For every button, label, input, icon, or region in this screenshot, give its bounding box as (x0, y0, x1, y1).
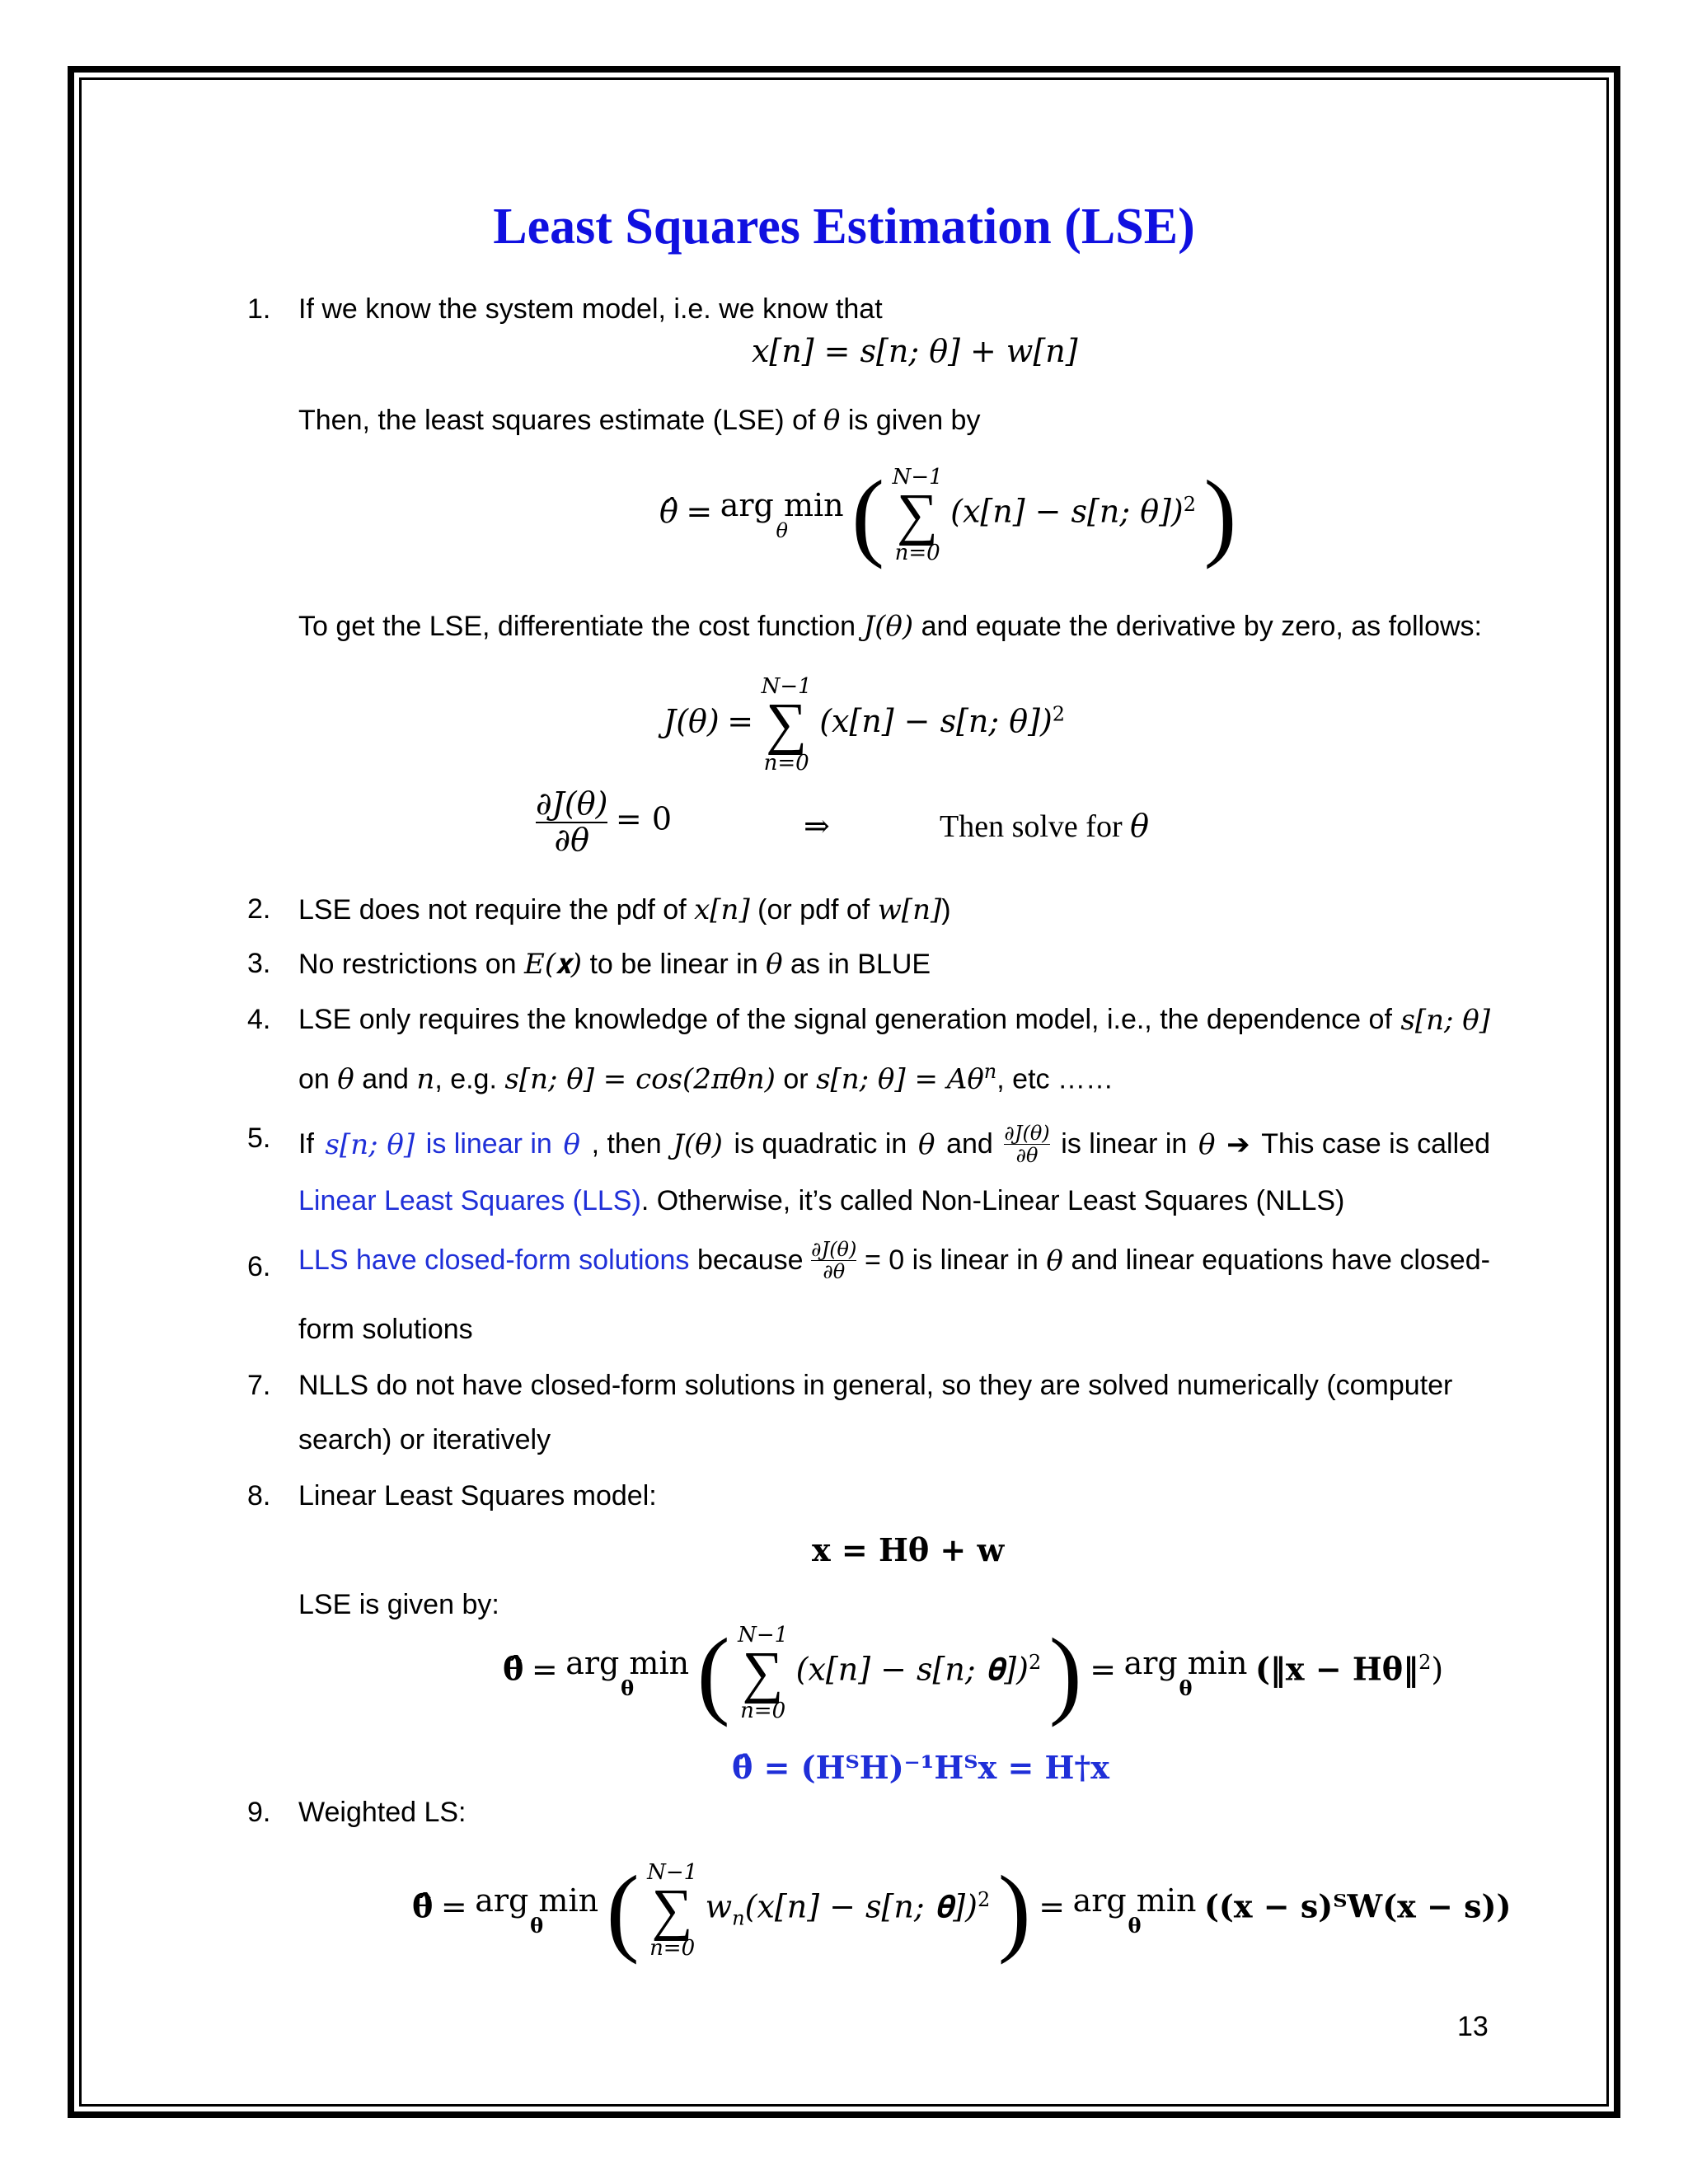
sigma-icon: ∑ (651, 1877, 693, 1942)
text-segment: because (696, 1244, 804, 1277)
square-exponent: 2 (977, 1888, 991, 1912)
item-1-intro: If we know the system model, i.e. we know that (298, 293, 883, 325)
text-segment: is quadratic in (734, 1128, 907, 1160)
arrow-icon: ➔ (1226, 1128, 1250, 1160)
item-number-6: 6. (247, 1251, 271, 1282)
item-8-lse-label: LSE is given by: (298, 1589, 499, 1620)
theta-hat: θ̂ (659, 493, 678, 530)
equals-sign: = (686, 493, 713, 530)
text-segment: LSE does not require the pdf of (298, 894, 687, 926)
signal-model-symbol: s[n; θ] (325, 1127, 415, 1161)
text-segment: and (362, 1063, 409, 1095)
equate-text: and equate the derivative by zero, as follows: (921, 611, 1482, 642)
argmin-operator (475, 1882, 599, 1938)
item-2-text (298, 893, 951, 926)
equals-sign: = (440, 1888, 467, 1925)
argmin-sub: θ (776, 519, 788, 542)
linear-highlight: is linear in (425, 1128, 552, 1160)
text-segment: , then (591, 1128, 662, 1160)
sum-lower: n=0 (649, 1936, 696, 1961)
cost-function-lhs: J(θ) (663, 702, 720, 739)
theta-symbol: θ (766, 948, 783, 981)
text-segment: This case is called (1261, 1128, 1490, 1160)
fraction-numerator: ∂J(θ) (811, 1238, 857, 1261)
item-number-8: 8. (247, 1480, 271, 1511)
item-1-get-line (298, 610, 1482, 643)
item-number-4: 4. (247, 1004, 271, 1035)
left-paren: ( (696, 1618, 730, 1727)
theta-hat-bold: 𝛉̂ (503, 1650, 524, 1688)
text-segment: = 0 is linear in (865, 1244, 1039, 1277)
item-7-line-1 (298, 1370, 1490, 1402)
argmin-text: arg min (565, 1645, 690, 1681)
square-exponent: 2 (1418, 1651, 1432, 1675)
argmin-sub: 𝛉 (530, 1914, 544, 1938)
page-number: 13 (1457, 2011, 1489, 2042)
implies-arrow: ⇒ (804, 808, 830, 844)
theta-symbol: θ (1198, 1127, 1216, 1161)
power-exponent: n (983, 1060, 997, 1083)
argmin-operator (1072, 1882, 1197, 1938)
theta-symbol: θ (1130, 808, 1149, 844)
sum-lower: n=0 (740, 1699, 786, 1724)
text-segment: and (946, 1128, 993, 1160)
summation (762, 676, 812, 774)
sum-lower: n=0 (894, 541, 940, 566)
text-segment: (or pdf of (757, 894, 870, 926)
theta-hat-bold: 𝛉̂ (412, 1887, 434, 1925)
argmin-sub: 𝛉 (621, 1676, 635, 1700)
text-segment: on (298, 1063, 330, 1095)
signal-model-symbol: s[n; θ] (1400, 1004, 1490, 1037)
text-segment: No restrictions on (298, 949, 517, 980)
sum-upper: N−1 (892, 464, 943, 490)
square-exponent: 2 (1052, 702, 1066, 726)
text-segment: or (783, 1063, 809, 1095)
item-7-line-2: search) or iteratively (298, 1424, 551, 1455)
left-paren: ( (851, 460, 885, 569)
argmin-operator (720, 487, 844, 542)
text-segment: is linear in (1061, 1128, 1188, 1160)
theta-symbol: θ (1046, 1244, 1063, 1277)
left-paren: ( (606, 1855, 640, 1965)
fraction-denominator: ∂θ (823, 1260, 846, 1284)
lse-definition-equation (659, 460, 1237, 569)
text-segment: . Otherwise, it’s called Non-Linear Least Squares (NLLS) (640, 1185, 1345, 1216)
text-segment: , etc …… (996, 1063, 1114, 1095)
item-number-2: 2. (247, 893, 271, 925)
derivative-fraction (536, 787, 607, 858)
then-text: Then, the least squares estimate (LSE) of (298, 405, 816, 436)
equals-zero: = 0 (615, 800, 673, 837)
square-exponent: 2 (1028, 1651, 1042, 1675)
item-number-7: 7. (247, 1370, 271, 1401)
right-paren: ) (1203, 460, 1237, 569)
residual-term: (x[n] − s[n; θ]) (819, 702, 1053, 739)
text-segment: LSE only requires the knowledge of the signal generation model, i.e., the dependence of (298, 1004, 1392, 1035)
item-8-line-1: Linear Least Squares model: (298, 1480, 657, 1511)
summation (738, 1624, 788, 1722)
argmin-operator (565, 1647, 689, 1699)
argmin-operator (1124, 1647, 1248, 1699)
fraction-numerator: ∂J(θ) (1004, 1122, 1050, 1145)
text-segment: NLLS do not have closed-form solutions in general, so they are solved numerically (computer (298, 1370, 1453, 1401)
item-number-9: 9. (247, 1797, 271, 1828)
item-4-line-1 (298, 1004, 1490, 1037)
item-6-line-2: form solutions (298, 1314, 473, 1345)
expectation-symbol: E(𝐱) (524, 948, 583, 981)
lls-solution-equation: 𝛉̂ = (𝐇ᵀ𝐇)⁻¹𝐇ᵀ𝐱 = 𝐇†𝐱 (732, 1749, 1109, 1786)
x-n-symbol: x[n] (694, 893, 750, 926)
residual-term: (x[n] − s[n; 𝛉]) (795, 1651, 1029, 1688)
argmin-text: arg min (1123, 1645, 1248, 1681)
equals-sign: = (531, 1651, 558, 1688)
derivative-equation (536, 787, 672, 858)
argmin-sub: 𝛉 (1128, 1914, 1142, 1938)
text-segment: If (298, 1128, 314, 1160)
lls-estimate-equation (503, 1618, 1444, 1727)
argmin-text: arg min (720, 487, 844, 523)
solve-text: Then solve for (940, 809, 1123, 844)
equals-sign: = (727, 702, 754, 739)
right-paren: ) (997, 1855, 1031, 1965)
summation (647, 1859, 698, 1961)
close-paren: ) (1431, 1651, 1444, 1688)
weight-symbol: w (705, 1888, 733, 1925)
page-title: Least Squares Estimation (LSE) (493, 199, 1195, 255)
sigma-icon: ∑ (897, 482, 939, 546)
text-segment: as in BLUE (790, 949, 931, 980)
theta-symbol: θ (917, 1127, 935, 1161)
weighted-ls-equation (412, 1855, 1512, 1965)
text-segment: and linear equations have closed- (1071, 1244, 1490, 1277)
argmin-text: arg min (1072, 1882, 1197, 1919)
weight-subscript: n (732, 1906, 745, 1930)
theta-symbol: θ (337, 1062, 354, 1096)
n-symbol: n (416, 1062, 435, 1096)
residual-term: (x[n] − s[n; θ]) (950, 493, 1184, 530)
residual-term: (x[n] − s[n; 𝛉]) (744, 1888, 978, 1925)
derivative-fraction (1004, 1122, 1049, 1167)
item-3-text (298, 948, 931, 981)
item-1-then-line (298, 404, 980, 437)
item-4-line-2 (298, 1060, 1114, 1095)
text-segment: , e.g. (434, 1063, 497, 1095)
theta-symbol: θ (563, 1127, 580, 1161)
item-9-line-1: Weighted LS: (298, 1797, 467, 1828)
sum-upper: N−1 (738, 1622, 789, 1647)
item-number-3: 3. (247, 948, 271, 979)
equals-sign: = (1039, 1888, 1066, 1925)
lls-highlight: Linear Least Squares (LLS) (298, 1185, 641, 1216)
norm-term: (‖𝐱 − 𝐇𝛉‖ (1254, 1650, 1419, 1688)
item-5-line-1 (298, 1122, 1490, 1167)
item-5-line-2 (298, 1185, 1344, 1217)
fraction-denominator: ∂θ (1015, 1144, 1039, 1168)
w-n-symbol: w[n] (877, 893, 942, 926)
fraction-denominator: ∂θ (554, 821, 589, 858)
sum-upper: N−1 (647, 1859, 698, 1885)
system-model-equation: x[n] = s[n; θ] + w[n] (752, 333, 1078, 369)
theta-symbol: θ (823, 404, 841, 437)
sigma-icon: ∑ (766, 692, 808, 756)
square-exponent: 2 (1183, 493, 1197, 517)
text-segment: ) (941, 894, 951, 926)
cost-function-equation (663, 676, 1065, 774)
summation (893, 466, 943, 565)
item-number-5: 5. (247, 1122, 271, 1154)
sum-lower: n=0 (763, 750, 809, 776)
derivative-fraction (811, 1239, 856, 1283)
sum-upper: N−1 (761, 674, 812, 699)
argmin-sub: 𝛉 (1179, 1676, 1193, 1700)
cost-function-symbol: J(θ) (863, 610, 914, 643)
cost-function-symbol: J(θ) (673, 1127, 723, 1161)
get-lse-text: To get the LSE, differentiate the cost function (298, 611, 856, 642)
text-segment: to be linear in (589, 949, 758, 980)
is-given-by-text: is given by (847, 405, 981, 436)
equals-sign: = (1090, 1651, 1117, 1688)
fraction-numerator: ∂J(θ) (536, 785, 608, 822)
sigma-icon: ∑ (742, 1640, 784, 1704)
argmin-text: arg min (475, 1882, 599, 1919)
power-example: s[n; θ] = Aθ (816, 1062, 984, 1096)
cosine-example: s[n; θ] = cos(2πθn) (504, 1062, 776, 1096)
right-paren: ) (1048, 1618, 1082, 1727)
lls-model-equation: 𝐱 = 𝐇𝛉 + 𝐰 (812, 1531, 1005, 1568)
item-number-1: 1. (247, 293, 271, 325)
weighted-norm-term: ((𝐱 − 𝐬)ᵀ𝐖(𝐱 − 𝐬)) (1203, 1887, 1512, 1925)
closed-form-highlight: LLS have closed-form solutions (298, 1244, 690, 1277)
item-6-line-1 (298, 1239, 1490, 1283)
solve-for-theta (940, 808, 1149, 845)
